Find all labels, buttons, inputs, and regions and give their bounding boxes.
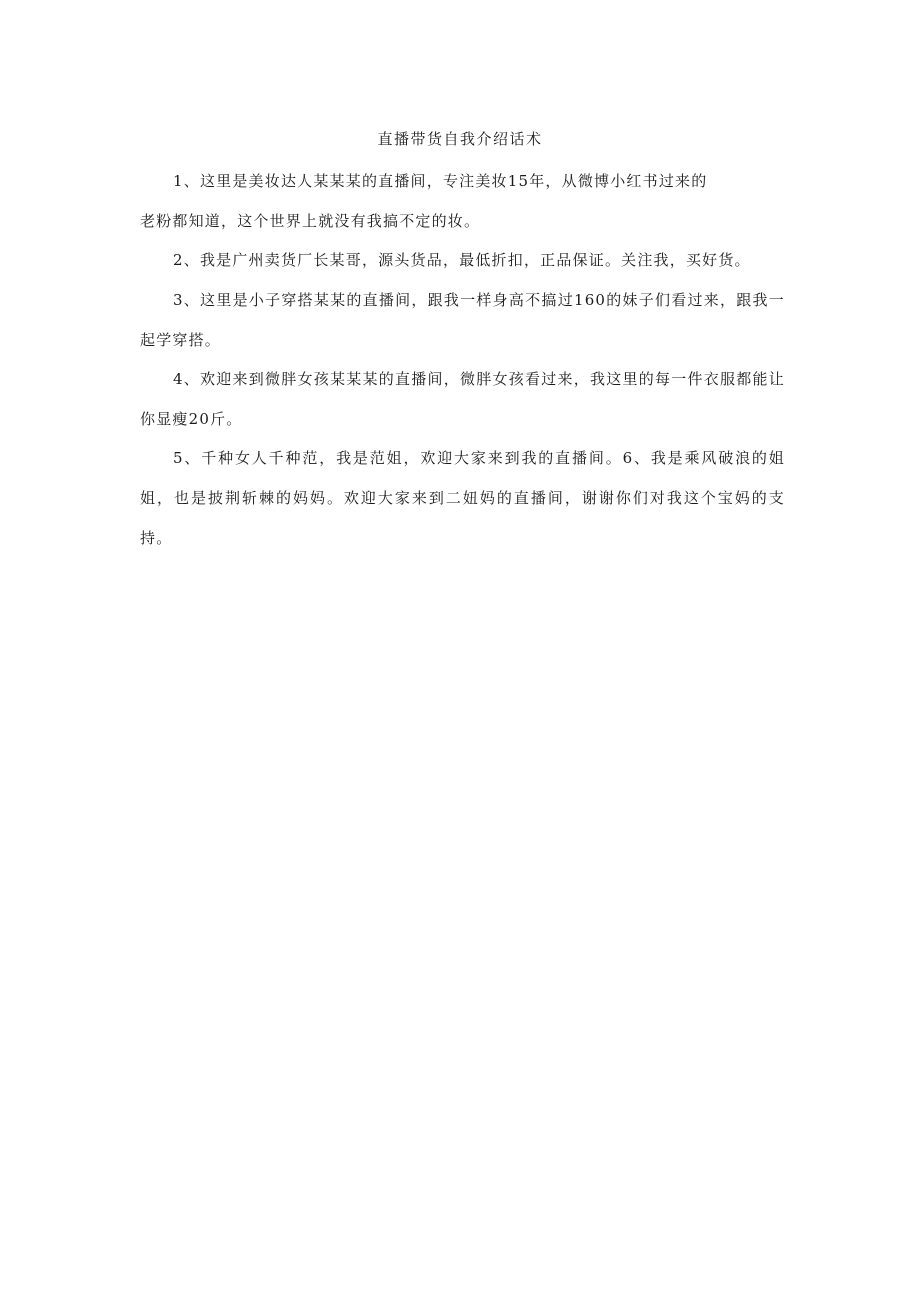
paragraph-4: 4、欢迎来到微胖女孩某某某的直播间，微胖女孩看过来，我这里的每一件衣服都能让你显瘦20斤。 (140, 370, 785, 428)
paragraph-2: 2、我是广州卖货厂长某哥，源头货品，最低折扣，正品保证。关注我，买好货。 (173, 251, 751, 269)
paragraph-3: 3、这里是小子穿搭某某的直播间，跟我一样身高不搞过160的妹子们看过来，跟我一起学穿搭。 (140, 291, 785, 349)
paragraph-1 (140, 161, 785, 241)
document-title: 直播带货自我介绍话术 (377, 130, 543, 148)
paragraph-1-line-2: 老粉都知道，这个世界上就没有我搞不定的妆。 (140, 212, 481, 230)
paragraph-1-line-1: 1、这里是美妆达人某某某的直播间，专注美妆15年，从微博小红书过来的 (173, 172, 708, 190)
paragraph-5: 5、千种女人千种范，我是范姐，欢迎大家来到我的直播间。6、我是乘风破浪的姐姐，也是披荆斩棘的妈妈。欢迎大家来到二妞妈的直播间，谢谢你们对我这个宝妈的支持。 (140, 449, 785, 547)
